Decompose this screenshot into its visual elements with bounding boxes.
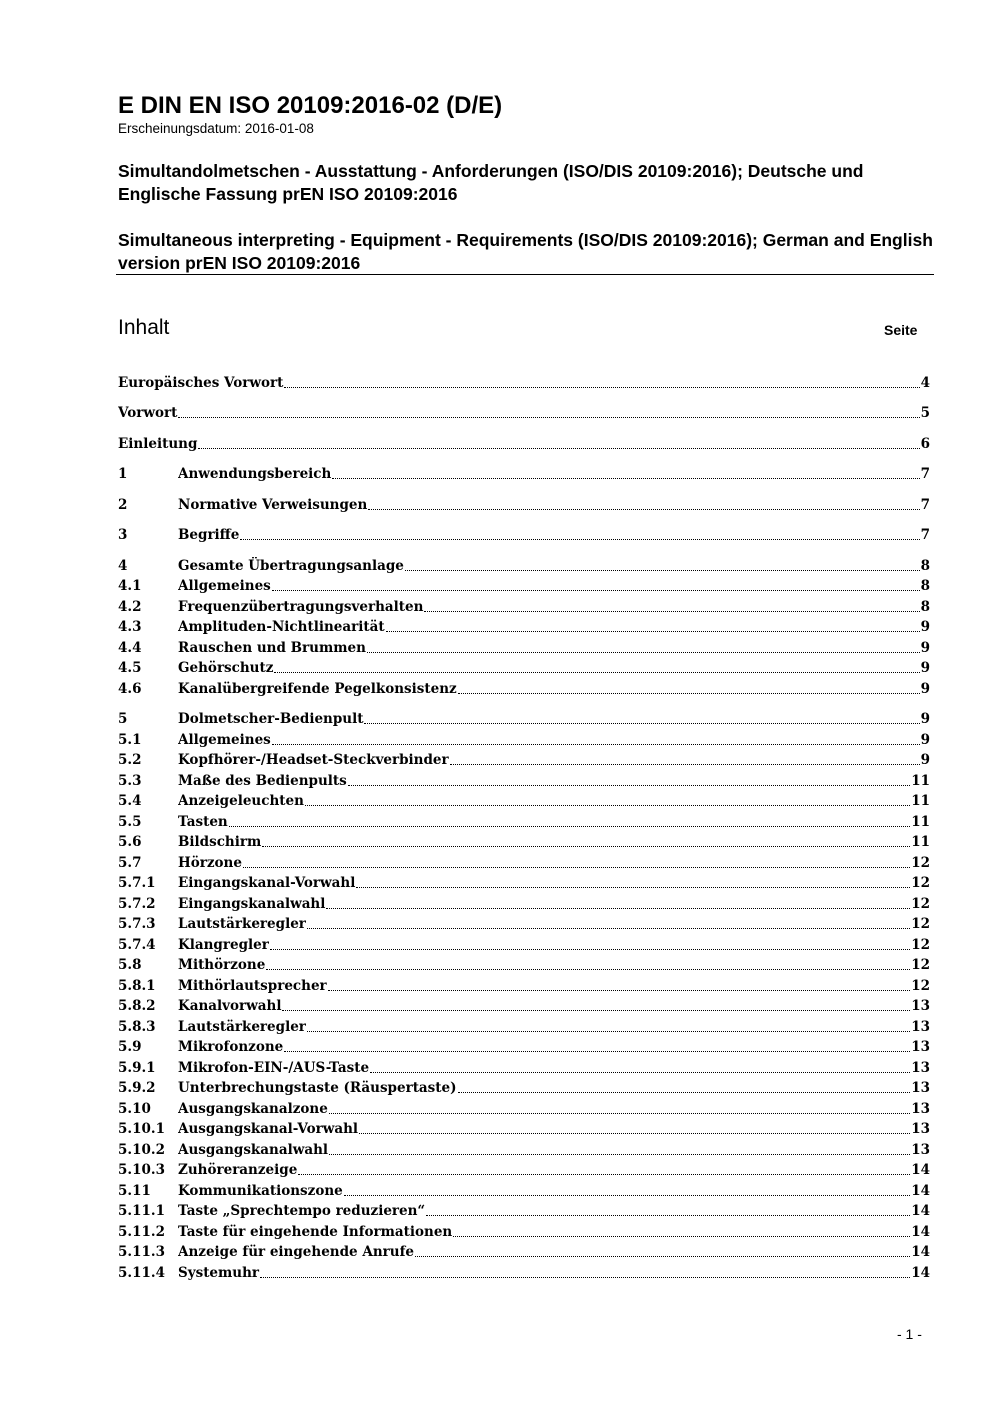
toc-dot-leader — [326, 908, 910, 909]
toc-entry-number: 5.3 — [118, 773, 142, 789]
toc-entry-number: 5.7.2 — [118, 896, 156, 912]
toc-dot-leader — [274, 672, 919, 673]
toc-dot-leader — [332, 478, 919, 479]
toc-dot-leader — [329, 1113, 910, 1114]
toc-entry-label — [178, 1100, 911, 1118]
toc-entry-number: 5.11.4 — [118, 1265, 165, 1281]
toc-entry-label — [178, 936, 911, 954]
toc-entry-number: 5.9.1 — [118, 1060, 156, 1076]
toc-entry-label — [178, 659, 921, 677]
toc-entry-label — [178, 465, 921, 483]
toc-entry-page: 4 — [920, 375, 930, 391]
toc-entry-title: Kanalvorwahl — [178, 998, 282, 1014]
toc-entry-page: 12 — [911, 855, 930, 871]
toc-entry-page: 9 — [920, 732, 930, 748]
toc-entry[interactable] — [118, 575, 930, 595]
toc-entry-page: 14 — [911, 1162, 930, 1178]
toc-entry-page: 13 — [911, 1060, 930, 1076]
toc-entry-page: 8 — [920, 578, 930, 594]
toc-entry-title: Dolmetscher-Bedienpult — [178, 711, 364, 727]
toc-entry-title: Tasten — [178, 814, 228, 830]
toc-entry-page: 12 — [911, 978, 930, 994]
toc-entry-number: 5.7.3 — [118, 916, 156, 932]
toc-dot-leader — [364, 723, 919, 724]
toc-entry[interactable] — [118, 524, 930, 544]
title-english: Simultaneous interpreting - Equipment - Requirements (ISO/DIS 20109:2016); German and English version prEN ISO 20109:2016 — [118, 230, 933, 273]
toc-entry-title: Zuhöreranzeige — [178, 1162, 298, 1178]
toc-entry-label — [178, 1161, 911, 1179]
toc-entry-page: 12 — [911, 957, 930, 973]
toc-entry-label — [118, 374, 921, 392]
toc-entry-number: 4 — [118, 558, 128, 574]
toc-entry-title: Anwendungsbereich — [178, 466, 332, 482]
toc-dot-leader — [356, 887, 910, 888]
toc-entry-title: Einleitung — [118, 436, 198, 452]
toc-entry-page: 11 — [911, 773, 930, 789]
toc-dot-leader — [282, 1010, 910, 1011]
toc-entry-title: Amplituden-Nichtlinearität — [178, 619, 385, 635]
toc-entry[interactable] — [118, 954, 930, 974]
toc-page-column-label: Seite — [884, 322, 918, 338]
toc-entry-page: 13 — [911, 998, 930, 1014]
toc-entry[interactable] — [118, 433, 930, 453]
toc-entry[interactable] — [118, 729, 930, 749]
toc-entry[interactable] — [118, 637, 930, 657]
toc-dot-leader — [329, 1154, 910, 1155]
toc-entry[interactable] — [118, 463, 930, 483]
toc-entry-page: 11 — [911, 814, 930, 830]
toc-entry-title: Kommunikationszone — [178, 1183, 343, 1199]
toc-entry-number: 5.11.1 — [118, 1203, 165, 1219]
toc-entry-number: 5.7 — [118, 855, 142, 871]
toc-entry-page: 11 — [911, 793, 930, 809]
toc-entry-label — [178, 618, 921, 636]
toc-entry-title: Systemuhr — [178, 1265, 260, 1281]
toc-entry[interactable] — [118, 934, 930, 954]
document-number: E DIN EN ISO 20109:2016-02 (D/E) — [118, 92, 503, 119]
toc-entry-page: 14 — [911, 1265, 930, 1281]
toc-entry-number: 5.1 — [118, 732, 142, 748]
toc-entry[interactable] — [118, 616, 930, 636]
toc-entry-title: Mikrofonzone — [178, 1039, 284, 1055]
toc-dot-leader — [453, 1236, 910, 1237]
toc-entry-label — [178, 1141, 911, 1159]
toc-entry-title: Ausgangskanal-Vorwahl — [178, 1121, 359, 1137]
toc-entry-number: 4.2 — [118, 599, 142, 615]
toc-entry-page: 12 — [911, 875, 930, 891]
publication-date: Erscheinungsdatum: 2016-01-08 — [118, 121, 314, 136]
toc-entry-label — [178, 833, 911, 851]
toc-entry-page: 9 — [920, 619, 930, 635]
toc-dot-leader — [260, 1277, 910, 1278]
toc-entry-page: 9 — [920, 660, 930, 676]
toc-dot-leader — [415, 1256, 910, 1257]
toc-entry-page: 14 — [911, 1203, 930, 1219]
toc-entry[interactable] — [118, 913, 930, 933]
toc-entry-page: 12 — [911, 916, 930, 932]
toc-entry-label — [178, 997, 911, 1015]
toc-entry-page: 8 — [920, 558, 930, 574]
toc-entry-label — [178, 813, 911, 831]
toc-dot-leader — [424, 611, 919, 612]
toc-entry[interactable] — [118, 1241, 930, 1261]
toc-entry[interactable] — [118, 811, 930, 831]
toc-dot-leader — [243, 867, 910, 868]
toc-entry-number: 5.11.2 — [118, 1224, 165, 1240]
toc-entry-title: Unterbrechungstaste (Räuspertaste) — [178, 1080, 457, 1096]
toc-entry-page: 9 — [920, 752, 930, 768]
toc-entry-number: 5.10.3 — [118, 1162, 165, 1178]
toc-dot-leader — [328, 990, 911, 991]
toc-entry[interactable] — [118, 893, 930, 913]
toc-entry-page: 13 — [911, 1039, 930, 1055]
toc-entry-number: 4.3 — [118, 619, 142, 635]
toc-entry-label — [178, 854, 911, 872]
toc-entry-page: 7 — [920, 527, 930, 543]
toc-dot-leader — [458, 1092, 911, 1093]
toc-dot-leader — [307, 928, 910, 929]
toc-entry[interactable] — [118, 555, 930, 575]
toc-entry-number: 5.10 — [118, 1101, 151, 1117]
toc-entry-label — [178, 1018, 911, 1036]
toc-entry-label — [178, 751, 921, 769]
toc-entry[interactable] — [118, 790, 930, 810]
toc-entry-label — [178, 1059, 911, 1077]
toc-entry-title: Eingangskanalwahl — [178, 896, 326, 912]
toc-dot-leader — [270, 949, 910, 950]
toc-entry-page: 12 — [911, 896, 930, 912]
toc-entry-title: Mithörlautsprecher — [178, 978, 327, 994]
toc-dot-leader — [348, 785, 910, 786]
toc-entry[interactable] — [118, 372, 930, 392]
toc-entry-number: 5.9.2 — [118, 1080, 156, 1096]
toc-entry[interactable] — [118, 494, 930, 514]
toc-entry-number: 5 — [118, 711, 128, 727]
toc-entry-label — [178, 731, 921, 749]
toc-dot-leader — [368, 509, 919, 510]
toc-entry-title: Klangregler — [178, 937, 269, 953]
toc-entry-title: Anzeige für eingehende Anrufe — [178, 1244, 414, 1260]
toc-entry-title: Gehörschutz — [178, 660, 274, 676]
toc-entry-title: Mikrofon-EIN-/AUS-Taste — [178, 1060, 370, 1076]
header-divider — [116, 274, 934, 275]
toc-entry-number: 5.4 — [118, 793, 142, 809]
toc-entry-page: 13 — [911, 1142, 930, 1158]
toc-entry-label — [178, 1264, 911, 1282]
toc-entry[interactable] — [118, 1159, 930, 1179]
toc-entry-title: Anzeigeleuchten — [178, 793, 304, 809]
toc-entry[interactable] — [118, 678, 930, 698]
toc-entry-title: Allgemeines — [178, 732, 271, 748]
toc-entry-label — [178, 577, 921, 595]
toc-entry-label — [178, 710, 921, 728]
toc-entry-number: 5.8 — [118, 957, 142, 973]
toc-entry-page: 13 — [911, 1101, 930, 1117]
toc-entry[interactable] — [118, 872, 930, 892]
toc-entry[interactable] — [118, 657, 930, 677]
toc-dot-leader — [307, 1031, 910, 1032]
toc-entry-label — [178, 792, 911, 810]
toc-entry-title: Bildschirm — [178, 834, 262, 850]
toc-entry-title: Lautstärkeregler — [178, 916, 306, 932]
toc-entry[interactable] — [118, 1057, 930, 1077]
toc-entry-label — [178, 1202, 911, 1220]
toc-entry-title: Eingangskanal-Vorwahl — [178, 875, 356, 891]
toc-dot-leader — [198, 448, 919, 449]
toc-entry-label — [178, 680, 921, 698]
toc-entry-title: Rauschen und Brummen — [178, 640, 366, 656]
toc-entry-label — [178, 874, 911, 892]
toc-entry-number: 5.8.3 — [118, 1019, 156, 1035]
toc-entry[interactable] — [118, 596, 930, 616]
toc-entry-label — [178, 915, 911, 933]
toc-entry-page: 7 — [920, 466, 930, 482]
toc-entry-number: 5.7.4 — [118, 937, 156, 953]
toc-dot-leader — [458, 693, 920, 694]
toc-entry-number: 5.8.1 — [118, 978, 156, 994]
toc-entry-page: 11 — [911, 834, 930, 850]
toc-entry[interactable] — [118, 995, 930, 1015]
toc-entry-page: 8 — [920, 599, 930, 615]
toc-entry[interactable] — [118, 975, 930, 995]
toc-entry-label — [178, 1079, 911, 1097]
toc-entry-number: 4.1 — [118, 578, 142, 594]
toc-entry-page: 9 — [920, 640, 930, 656]
toc-entry-number: 5.11 — [118, 1183, 151, 1199]
toc-entry-page: 9 — [920, 711, 930, 727]
toc-entry-page: 13 — [911, 1019, 930, 1035]
toc-entry-label — [178, 557, 921, 575]
toc-entry-label — [178, 772, 911, 790]
toc-entry-page: 14 — [911, 1224, 930, 1240]
toc-entry-number: 1 — [118, 466, 128, 482]
toc-dot-leader — [305, 805, 910, 806]
toc-entry-label — [178, 956, 911, 974]
toc-dot-leader — [386, 631, 920, 632]
toc-entry-number: 4.4 — [118, 640, 142, 656]
toc-entry-title: Lautstärkeregler — [178, 1019, 306, 1035]
toc-entry[interactable] — [118, 831, 930, 851]
toc-entry-title: Normative Verweisungen — [178, 497, 368, 513]
toc-entry-page: 7 — [920, 497, 930, 513]
toc-entry-title: Gesamte Übertragungsanlage — [178, 558, 404, 574]
toc-entry[interactable] — [118, 1200, 930, 1220]
toc-dot-leader — [370, 1072, 910, 1073]
toc-entry[interactable] — [118, 1016, 930, 1036]
toc-entry[interactable] — [118, 749, 930, 769]
toc-entry[interactable] — [118, 1221, 930, 1241]
toc-entry-number: 5.7.1 — [118, 875, 156, 891]
title-german: Simultandolmetschen - Ausstattung - Anforderungen (ISO/DIS 20109:2016); Deutsche und Englische Fassung prEN ISO 20109:2016 — [118, 161, 864, 204]
toc-entry-number: 5.10.1 — [118, 1121, 165, 1137]
toc-entry-number: 5.5 — [118, 814, 142, 830]
toc-entry-number: 5.6 — [118, 834, 142, 850]
toc-entry-title: Frequenzübertragungsverhalten — [178, 599, 424, 615]
toc-entry-page: 12 — [911, 937, 930, 953]
toc-entry[interactable] — [118, 1077, 930, 1097]
toc-dot-leader — [240, 539, 919, 540]
toc-entry-title: Ausgangskanalwahl — [178, 1142, 329, 1158]
toc-entry-title: Kanalübergreifende Pegelkonsistenz — [178, 681, 457, 697]
toc-entry[interactable] — [118, 852, 930, 872]
toc-dot-leader — [450, 764, 920, 765]
toc-entry-label — [178, 1243, 911, 1261]
toc-entry-label — [178, 895, 911, 913]
toc-entry[interactable] — [118, 1262, 930, 1282]
toc-dot-leader — [229, 826, 910, 827]
toc-dot-leader — [426, 1215, 910, 1216]
toc-entry-title: Vorwort — [118, 405, 178, 421]
toc-dot-leader — [359, 1133, 910, 1134]
toc-entry-label — [178, 526, 921, 544]
toc-entry-label — [178, 977, 911, 995]
toc-entry[interactable] — [118, 1036, 930, 1056]
toc-entry-title: Hörzone — [178, 855, 242, 871]
toc-entry-number: 5.2 — [118, 752, 142, 768]
toc-dot-leader — [344, 1195, 910, 1196]
toc-entry-label — [178, 1038, 911, 1056]
toc-entry-number: 5.9 — [118, 1039, 142, 1055]
toc-entry-page: 9 — [920, 681, 930, 697]
toc-entry-title: Begriffe — [178, 527, 240, 543]
toc-entry-label — [178, 598, 921, 616]
toc-dot-leader — [266, 969, 910, 970]
toc-entry-label — [118, 404, 921, 422]
toc-dot-leader — [284, 1051, 910, 1052]
toc-entry-number: 5.8.2 — [118, 998, 156, 1014]
toc-entry-title: Allgemeines — [178, 578, 271, 594]
toc-entry-page: 13 — [911, 1080, 930, 1096]
toc-entry-number: 4.6 — [118, 681, 142, 697]
toc-entry-title: Kopfhörer-/Headset-Steckverbinder — [178, 752, 449, 768]
toc-dot-leader — [178, 417, 919, 418]
toc-entry-title: Taste „Sprechtempo reduzieren“ — [178, 1203, 426, 1219]
toc-dot-leader — [272, 744, 920, 745]
toc-entry-title: Taste für eingehende Informationen — [178, 1224, 453, 1240]
toc-entry[interactable] — [118, 1118, 930, 1138]
toc-dot-leader — [367, 652, 920, 653]
toc-entry-page: 14 — [911, 1244, 930, 1260]
toc-entry-label — [178, 1223, 911, 1241]
toc-dot-leader — [284, 387, 919, 388]
toc-entry-page: 5 — [920, 405, 930, 421]
toc-entry-page: 6 — [920, 436, 930, 452]
toc-entry-number: 4.5 — [118, 660, 142, 676]
toc-dot-leader — [405, 570, 920, 571]
toc-entry[interactable] — [118, 1180, 930, 1200]
toc-entry-page: 14 — [911, 1183, 930, 1199]
toc-entry[interactable] — [118, 1098, 930, 1118]
toc-entry-number: 2 — [118, 497, 128, 513]
toc-entry-label — [118, 435, 921, 453]
toc-entry-number: 3 — [118, 527, 128, 543]
toc-entry-number: 5.11.3 — [118, 1244, 165, 1260]
toc-dot-leader — [262, 846, 910, 847]
toc-entry[interactable] — [118, 708, 930, 728]
toc-entry-label — [178, 639, 921, 657]
footer-page-number: - 1 - — [897, 1326, 922, 1342]
toc-entry-number: 5.10.2 — [118, 1142, 165, 1158]
toc-entry-title: Europäisches Vorwort — [118, 375, 284, 391]
toc-entry-title: Mithörzone — [178, 957, 266, 973]
toc-entry-label — [178, 1120, 911, 1138]
toc-entry-label — [178, 1182, 911, 1200]
toc-entry-title: Ausgangskanalzone — [178, 1101, 328, 1117]
toc-dot-leader — [272, 590, 920, 591]
toc-entry-title: Maße des Bedienpults — [178, 773, 347, 789]
toc-dot-leader — [298, 1174, 910, 1175]
toc-heading: Inhalt — [118, 316, 170, 339]
toc-entry[interactable] — [118, 402, 930, 422]
toc-entry-label — [178, 496, 921, 514]
toc-entry-page: 13 — [911, 1121, 930, 1137]
toc-entry[interactable] — [118, 1139, 930, 1159]
toc-entry[interactable] — [118, 770, 930, 790]
